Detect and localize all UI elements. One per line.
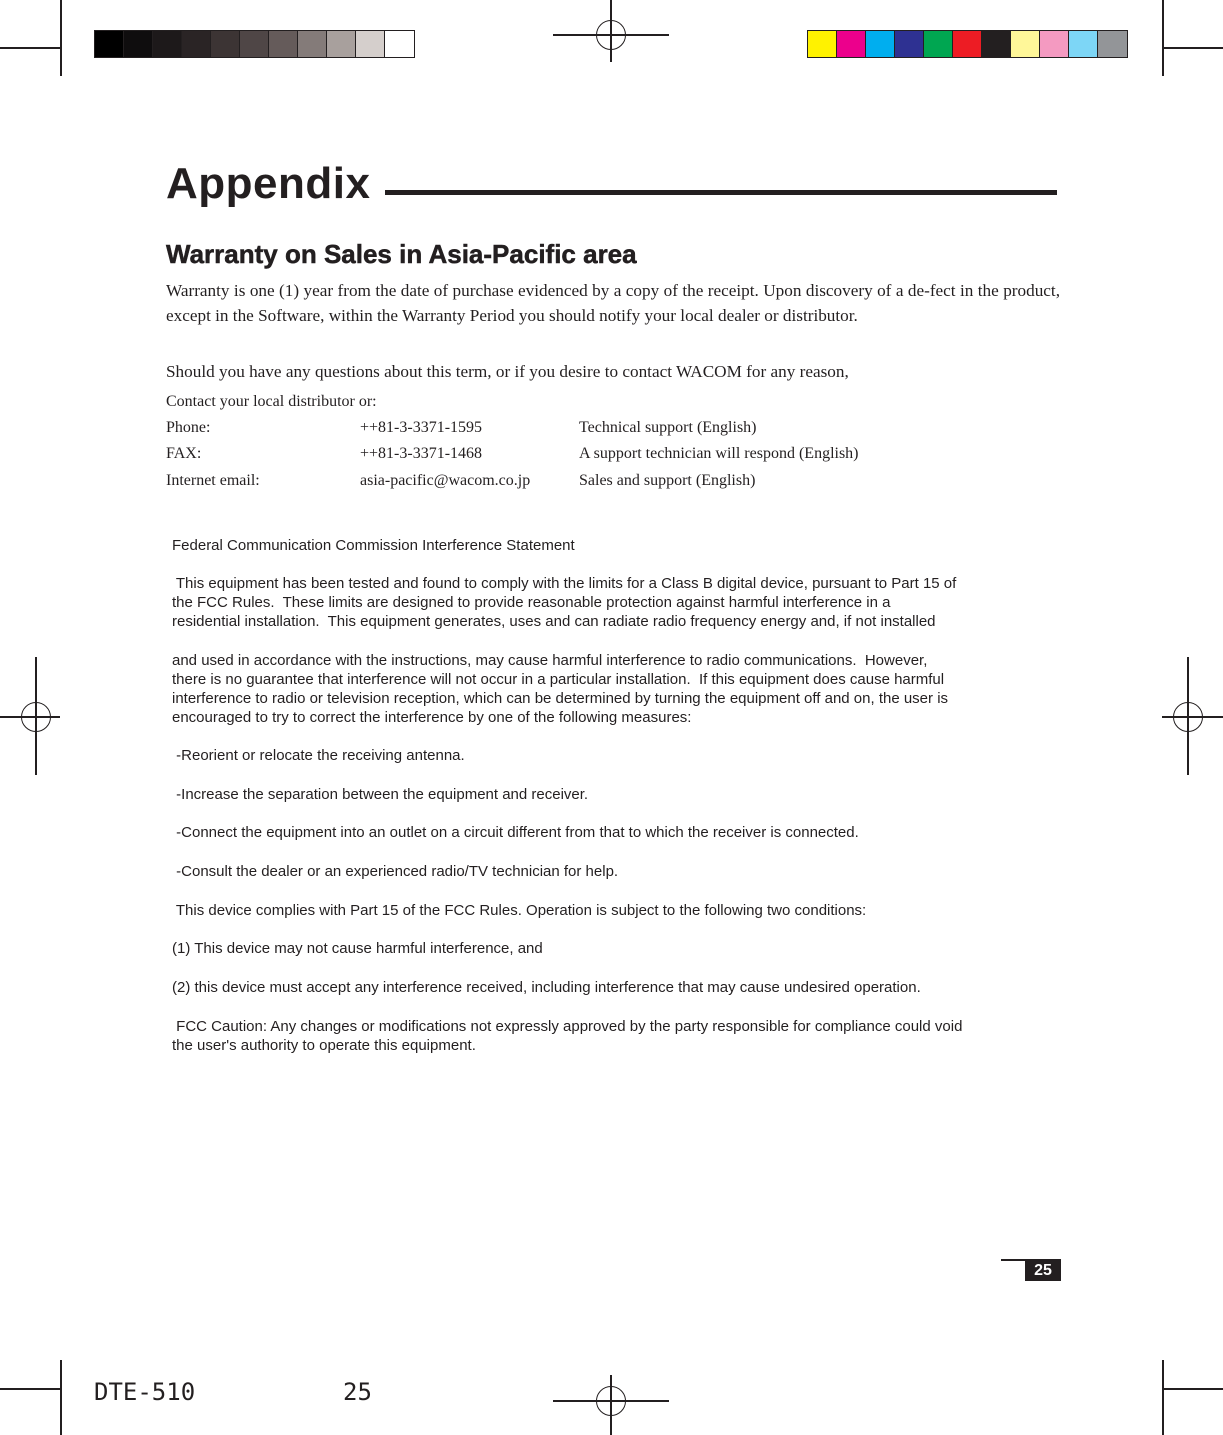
warranty-section-title: Warranty on Sales in Asia-Pacific area (166, 239, 637, 269)
fcc-para1-line3: residential installation. This equipment generates, uses and can radiate radio frequency energy and, if not installed (172, 613, 936, 630)
color-swatch (1098, 31, 1127, 57)
color-swatch (924, 31, 953, 57)
fcc-condition: (1) This device may not cause harmful interference, and (172, 940, 543, 957)
fcc-para2-line2: there is no guarantee that interference will not occur in a particular installation. If this equipment does cause harmful (172, 671, 945, 688)
fcc-para2-line4: encouraged to try to correct the interference by one of the following measures: (172, 709, 692, 726)
color-swatch (153, 31, 182, 57)
contact-row-phone (0, 415, 1223, 441)
contact-desc: Sales and support (English) (579, 472, 756, 489)
color-swatch (327, 31, 356, 57)
color-swatch (298, 31, 327, 57)
footer-model: DTE-510 (94, 1378, 196, 1406)
fcc-title: Federal Communication Commission Interference Statement (172, 537, 575, 554)
fcc-caution-line1: FCC Caution: Any changes or modifications not expressly approved by the party responsible for compliance could void (172, 1018, 963, 1035)
fcc-caution-line2: the user's authority to operate this equipment. (172, 1037, 476, 1054)
contact-desc: Technical support (English) (579, 419, 757, 436)
fcc-measure: -Reorient or relocate the receiving antenna. (172, 747, 465, 764)
color-swatch (124, 31, 153, 57)
fcc-condition: (2) this device must accept any interference received, including interference that may cause undesired operation. (172, 979, 921, 996)
footer-page: 25 (343, 1378, 372, 1406)
contact-label: Internet email: (166, 472, 260, 489)
color-swatch (356, 31, 385, 57)
page-number-tab (1001, 1259, 1061, 1281)
page-number: 25 (1025, 1260, 1061, 1281)
contact-intro: Contact your local distributor or: (166, 393, 377, 410)
contact-value: ++81-3-3371-1595 (360, 419, 483, 436)
warranty-body: Warranty is one (1) year from the date of purchase evidenced by a copy of the receipt. Upon discovery of a de-fect in the product, except in the Software, within the Warranty Period you should notify your local dealer or distributor. (166, 281, 1060, 325)
color-swatch (1011, 31, 1040, 57)
contact-label: FAX: (166, 445, 202, 462)
contact-label: Phone: (166, 419, 211, 436)
warranty-questions: Should you have any questions about this term, or if you desire to contact WACOM for any reason, (166, 362, 849, 381)
color-swatch (211, 31, 240, 57)
heading-rule (385, 190, 1057, 195)
color-swatch (1069, 31, 1098, 57)
contact-value: asia-pacific@wacom.co.jp (360, 472, 531, 489)
color-swatch (95, 31, 124, 57)
fcc-measure: -Increase the separation between the equipment and receiver. (172, 786, 589, 803)
color-swatch (1040, 31, 1069, 57)
contact-row-fax (0, 441, 1223, 467)
color-swatch (953, 31, 982, 57)
grayscale-color-bar (94, 30, 415, 58)
process-color-bar (807, 30, 1128, 58)
page-title: Appendix (166, 159, 371, 208)
fcc-para2-line3: interference to radio or television reception, which can be determined by turning the equipment off and on, the user is (172, 690, 949, 707)
color-swatch (269, 31, 298, 57)
fcc-complies: This device complies with Part 15 of the FCC Rules. Operation is subject to the following two conditions: (172, 902, 867, 919)
color-swatch (837, 31, 866, 57)
color-swatch (385, 31, 414, 57)
color-swatch (895, 31, 924, 57)
color-swatch (182, 31, 211, 57)
fcc-measure: -Connect the equipment into an outlet on a circuit different from that to which the receiver is connected. (172, 824, 859, 841)
color-swatch (866, 31, 895, 57)
contact-row-email (0, 468, 1223, 494)
fcc-para2-line1: and used in accordance with the instructions, may cause harmful interference to radio communications. However, (172, 652, 928, 669)
color-swatch (808, 31, 837, 57)
color-swatch (240, 31, 269, 57)
contact-value: ++81-3-3371-1468 (360, 445, 483, 462)
fcc-para1-line2: the FCC Rules. These limits are designed to provide reasonable protection against harmful interference in a (172, 594, 891, 611)
color-swatch (982, 31, 1011, 57)
fcc-measure: -Consult the dealer or an experienced radio/TV technician for help. (172, 863, 619, 880)
fcc-para1-line1: This equipment has been tested and found to comply with the limits for a Class B digital device, pursuant to Part 15 of (172, 575, 957, 592)
contact-desc: A support technician will respond (English) (579, 445, 859, 462)
